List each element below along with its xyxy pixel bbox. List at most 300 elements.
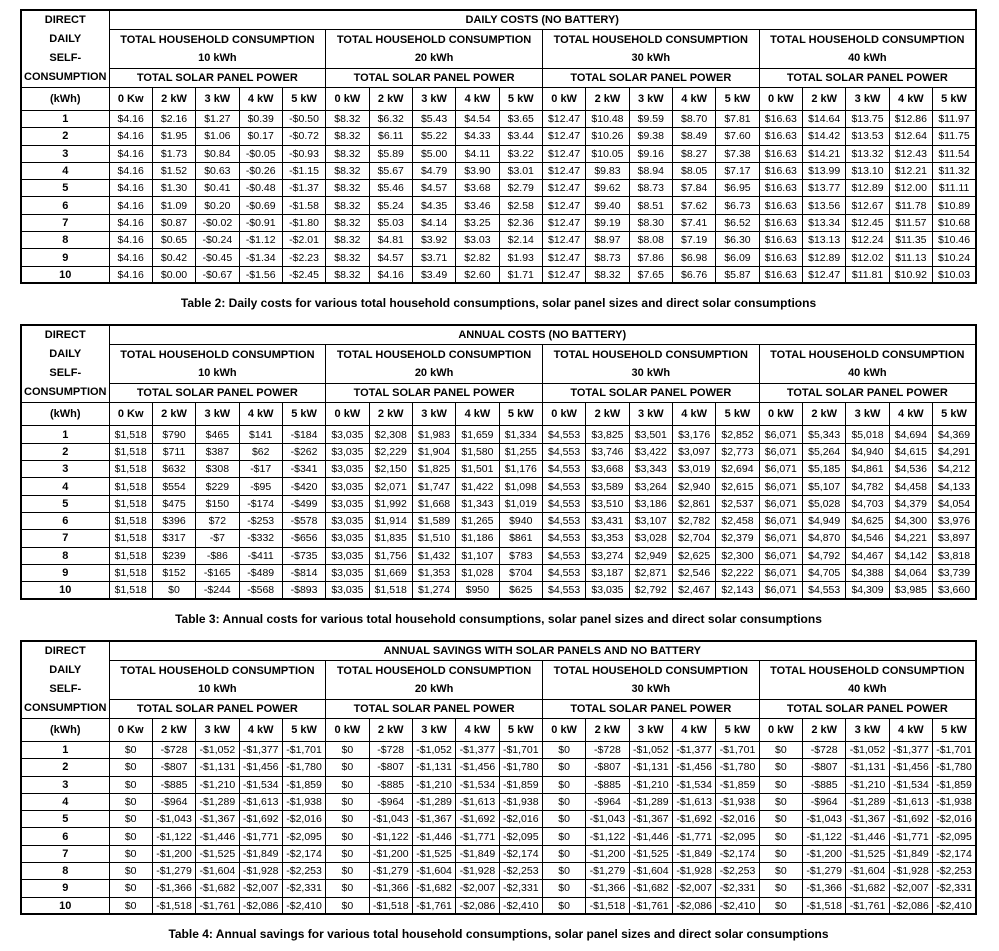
value-cell: $3,422 [629,443,672,460]
value-cell: $4,694 [889,426,932,443]
household-consumption-header [759,29,976,68]
value-cell: $10.05 [586,145,629,162]
value-cell: $8.32 [326,145,369,162]
value-cell: $0 [542,845,585,862]
value-cell: -$1,200 [369,845,412,862]
table-caption: Table 4: Annual savings for various total household consumptions, solar panel sizes and direct solar consumptions [168,927,829,942]
value-cell: -$1,518 [586,897,629,914]
household-consumption-header [326,660,543,699]
solar-panel-power-header: TOTAL SOLAR PANEL POWER [759,699,976,718]
value-cell: $6,071 [759,443,802,460]
value-cell: -$2,086 [239,897,282,914]
value-cell: -$420 [282,478,325,495]
value-cell: -$1,366 [803,880,846,897]
value-cell: $0 [759,828,802,845]
value-cell: -$1,279 [152,863,195,880]
table-row [21,180,976,197]
value-cell: $3,264 [629,478,672,495]
value-cell: $3,825 [586,426,629,443]
value-cell: $0 [542,880,585,897]
value-cell: -$2,016 [933,811,976,828]
value-cell: -$2,007 [456,880,499,897]
value-cell: -$1,446 [196,828,239,845]
value-cell: -$1,534 [889,776,932,793]
value-cell: $2,852 [716,426,759,443]
value-cell: -$1,938 [282,793,325,810]
value-cell: -$0.45 [196,249,239,266]
value-cell: -$1.80 [282,214,325,231]
value-cell: -$1,043 [152,811,195,828]
power-col-header: 3 kW [196,88,239,111]
value-cell: $6,071 [759,564,802,581]
value-cell: $1,580 [456,443,499,460]
value-cell: $0 [542,759,585,776]
power-col-header: 0 Kw [109,403,152,426]
value-cell: $2,625 [672,547,715,564]
value-cell: $12.47 [542,162,585,179]
power-col-header: 0 kW [326,718,369,741]
value-cell: $7.86 [629,249,672,266]
value-cell: -$807 [803,759,846,776]
value-cell: $0 [326,811,369,828]
value-cell: $4,212 [933,461,976,478]
value-cell: -$2,410 [282,897,325,914]
value-cell: $10.48 [586,111,629,128]
daily-costs-table [20,9,977,284]
self-consumption-value: 8 [21,547,109,564]
value-cell: -$1.34 [239,249,282,266]
self-consumption-value: 4 [21,478,109,495]
self-consumption-value: 9 [21,880,109,897]
value-cell: $6,071 [759,478,802,495]
value-cell: $475 [152,495,195,512]
value-cell: -$0.72 [282,128,325,145]
value-cell: $3.90 [456,162,499,179]
value-cell: -$0.69 [239,197,282,214]
value-cell: $4,054 [933,495,976,512]
value-cell: $6.32 [369,111,412,128]
value-cell: $4,553 [542,582,585,599]
value-cell: $13.34 [803,214,846,231]
power-col-header: 5 kW [716,88,759,111]
value-cell: $3,176 [672,426,715,443]
value-cell: $6,071 [759,512,802,529]
value-cell: $1.93 [499,249,542,266]
value-cell: $4.16 [369,266,412,283]
value-cell: -$1,534 [456,776,499,793]
value-cell: -$885 [586,776,629,793]
value-cell: $10.68 [933,214,976,231]
value-cell: -$2.45 [282,266,325,283]
value-cell: $6,071 [759,547,802,564]
value-cell: -$1,761 [412,897,455,914]
value-cell: $16.63 [759,214,802,231]
value-cell: $0 [109,845,152,862]
household-consumption-label: TOTAL HOUSEHOLD CONSUMPTION [553,664,748,677]
value-cell: $8.32 [326,111,369,128]
table-row [21,880,976,897]
value-cell: $12.86 [889,111,932,128]
power-col-header: 4 kW [672,403,715,426]
value-cell: $3,035 [326,443,369,460]
value-cell: $5.89 [369,145,412,162]
household-consumption-value: 10 kWh [198,367,237,380]
value-cell: -$1,367 [629,811,672,828]
value-cell: -$1,692 [456,811,499,828]
value-cell: $4.16 [109,145,152,162]
household-consumption-header [109,29,326,68]
power-col-header: 0 kW [759,88,802,111]
value-cell: -$814 [282,564,325,581]
value-cell: $2,379 [716,530,759,547]
value-cell: $4,300 [889,512,932,529]
value-cell: $554 [152,478,195,495]
row-header-line: DIRECT [44,14,86,26]
solar-header-row [21,384,976,403]
value-cell: -$1,938 [716,793,759,810]
value-cell: $3,343 [629,461,672,478]
row-header-line: DAILY [49,33,82,45]
value-cell: -$1,518 [803,897,846,914]
table-title: DAILY COSTS (NO BATTERY) [109,10,976,29]
value-cell: -$2,410 [933,897,976,914]
table-row [21,776,976,793]
value-cell: $7.84 [672,180,715,197]
column-header-row [21,403,976,426]
value-cell: -$1,366 [152,880,195,897]
value-cell: -$1,377 [456,741,499,758]
value-cell: -$885 [369,776,412,793]
value-cell: -$2,086 [672,897,715,914]
value-cell: $1,914 [369,512,412,529]
power-col-header: 2 kW [369,718,412,741]
value-cell: $4.16 [109,162,152,179]
value-cell: -$1,367 [846,811,889,828]
power-col-header: 5 kW [716,403,759,426]
household-header-row [21,345,976,384]
value-cell: -$1,613 [889,793,932,810]
value-cell: $13.32 [846,145,889,162]
value-cell: -$1,366 [586,880,629,897]
value-cell: -$1,043 [586,811,629,828]
value-cell: $625 [499,582,542,599]
value-cell: $12.47 [542,180,585,197]
table-title: ANNUAL COSTS (NO BATTERY) [109,325,976,344]
value-cell: $1,825 [412,461,455,478]
table-caption: Table 3: Annual costs for various total household consumptions, solar panel sizes and direct solar consumptions [175,611,822,626]
value-cell: $16.63 [759,266,802,283]
power-col-header: 2 kW [803,403,846,426]
value-cell: -$2,007 [239,880,282,897]
value-cell: -$1,456 [239,759,282,776]
value-cell: $8.32 [326,162,369,179]
row-header-line: CONSUMPTION [24,701,107,714]
value-cell: -$2,253 [282,863,325,880]
value-cell: $13.56 [803,197,846,214]
value-cell: $6.52 [716,214,759,231]
value-cell: $1.27 [196,111,239,128]
household-consumption-label: TOTAL HOUSEHOLD CONSUMPTION [770,349,965,362]
value-cell: $3,187 [586,564,629,581]
row-header-line: SELF- [49,682,82,695]
value-cell: $2,940 [672,478,715,495]
household-consumption-value: 10 kWh [198,51,237,64]
household-consumption-value: 40 kWh [848,51,887,64]
value-cell: $8.32 [586,266,629,283]
power-col-header: 2 kW [369,403,412,426]
solar-panel-power-header: TOTAL SOLAR PANEL POWER [109,699,326,718]
household-consumption-label: TOTAL HOUSEHOLD CONSUMPTION [336,349,532,362]
value-cell: -$1,052 [196,741,239,758]
value-cell: $3.92 [412,232,455,249]
value-cell: $6,071 [759,461,802,478]
power-col-header: 2 kW [586,403,629,426]
solar-panel-power-header: TOTAL SOLAR PANEL POWER [326,699,543,718]
row-header-title [21,325,109,403]
self-consumption-value: 3 [21,776,109,793]
value-cell: $7.17 [716,162,759,179]
value-cell: $9.83 [586,162,629,179]
value-cell: $0 [759,863,802,880]
value-cell: -$2.01 [282,232,325,249]
value-cell: $0 [326,741,369,758]
value-cell: -$1,210 [846,776,889,793]
value-cell: $4,379 [889,495,932,512]
value-cell: -$2.23 [282,249,325,266]
value-cell: $3,035 [326,564,369,581]
value-cell: $2.79 [499,180,542,197]
value-cell: $387 [196,443,239,460]
value-cell: $4,536 [889,461,932,478]
table-row [21,478,976,495]
value-cell: -$86 [196,547,239,564]
self-consumption-value: 1 [21,741,109,758]
value-cell: $11.54 [933,145,976,162]
value-cell: $3,035 [326,547,369,564]
value-cell: -$1,604 [412,863,455,880]
value-cell: $2,467 [672,582,715,599]
table-row [21,547,976,564]
value-cell: $3,035 [326,582,369,599]
value-cell: $6,071 [759,426,802,443]
value-cell: $2,229 [369,443,412,460]
value-cell: -$1,780 [716,759,759,776]
solar-panel-power-header: TOTAL SOLAR PANEL POWER [109,384,326,403]
value-cell: $16.63 [759,162,802,179]
value-cell: $16.63 [759,197,802,214]
value-cell: $3.71 [412,249,455,266]
value-cell: $4.35 [412,197,455,214]
value-cell: -$2,095 [499,828,542,845]
value-cell: $3,818 [933,547,976,564]
table-row [21,828,976,845]
row-header-line: SELF- [49,52,82,64]
value-cell: $4.57 [369,249,412,266]
value-cell: -$964 [152,793,195,810]
value-cell: $2,143 [716,582,759,599]
value-cell: $0 [109,741,152,758]
power-col-header: 4 kW [672,718,715,741]
value-cell: -$807 [152,759,195,776]
power-col-header: 4 kW [239,88,282,111]
value-cell: -$1,377 [672,741,715,758]
value-cell: -$1,525 [629,845,672,862]
value-cell: $396 [152,512,195,529]
value-cell: $950 [456,582,499,599]
value-cell: $1,334 [499,426,542,443]
power-col-header: 0 kW [542,718,585,741]
value-cell: -$728 [152,741,195,758]
power-col-header: 3 kW [196,403,239,426]
value-cell: $0 [759,880,802,897]
value-cell: -$0.24 [196,232,239,249]
value-cell: $0 [542,863,585,880]
value-cell: -$1,682 [629,880,672,897]
value-cell: $0 [326,828,369,845]
value-cell: -$253 [239,512,282,529]
value-cell: $8.08 [629,232,672,249]
power-col-header: 0 kW [759,718,802,741]
value-cell: -$1,701 [716,741,759,758]
value-cell: $1,343 [456,495,499,512]
value-cell: $3,431 [586,512,629,529]
self-consumption-value: 7 [21,214,109,231]
value-cell: $4,388 [846,564,889,581]
value-cell: $0.65 [152,232,195,249]
value-cell: $6.76 [672,266,715,283]
value-cell: $1,028 [456,564,499,581]
value-cell: $11.57 [889,214,932,231]
value-cell: $5.87 [716,266,759,283]
value-cell: -$1,210 [196,776,239,793]
value-cell: $2.58 [499,197,542,214]
value-cell: -$1,456 [456,759,499,776]
value-cell: $3,097 [672,443,715,460]
row-header-line: DIRECT [44,329,86,342]
annual-savings-block [20,640,999,941]
power-col-header: 2 kW [369,88,412,111]
household-consumption-label: TOTAL HOUSEHOLD CONSUMPTION [770,33,965,46]
power-col-header: 5 kW [499,718,542,741]
value-cell: $4,309 [846,582,889,599]
value-cell: $13.53 [846,128,889,145]
household-consumption-label: TOTAL HOUSEHOLD CONSUMPTION [336,33,532,46]
power-col-header: 3 kW [629,718,672,741]
value-cell: $308 [196,461,239,478]
value-cell: $13.99 [803,162,846,179]
value-cell: $1,518 [109,564,152,581]
value-cell: $0 [109,828,152,845]
solar-panel-power-header: TOTAL SOLAR PANEL POWER [326,68,543,87]
value-cell: $12.64 [889,128,932,145]
value-cell: -$1,200 [803,845,846,862]
value-cell: $1,518 [109,495,152,512]
value-cell: $1,098 [499,478,542,495]
value-cell: $4,369 [933,426,976,443]
self-consumption-value: 5 [21,180,109,197]
kwh-unit-header: (kWh) [21,88,109,111]
value-cell: $12.43 [889,145,932,162]
value-cell: $2,694 [716,461,759,478]
value-cell: $1,518 [109,512,152,529]
value-cell: $2,222 [716,564,759,581]
self-consumption-value: 10 [21,582,109,599]
value-cell: -$1,682 [196,880,239,897]
value-cell: $0 [542,793,585,810]
value-cell: $0.63 [196,162,239,179]
value-cell: $3,501 [629,426,672,443]
value-cell: -$1,131 [846,759,889,776]
power-col-header: 3 kW [846,88,889,111]
value-cell: $4,703 [846,495,889,512]
power-col-header: 4 kW [889,718,932,741]
table-row [21,582,976,599]
power-col-header: 5 kW [716,718,759,741]
household-consumption-label: TOTAL HOUSEHOLD CONSUMPTION [120,664,315,677]
value-cell: $5,185 [803,461,846,478]
value-cell: -$0.48 [239,180,282,197]
value-cell: $1,432 [412,547,455,564]
self-consumption-value: 1 [21,111,109,128]
power-col-header: 4 kW [889,403,932,426]
value-cell: -$964 [586,793,629,810]
table-row [21,759,976,776]
value-cell: $9.59 [629,111,672,128]
value-cell: -$1,928 [889,863,932,880]
column-header-row [21,88,976,111]
value-cell: $3,897 [933,530,976,547]
value-cell: -$1,682 [412,880,455,897]
solar-panel-power-header: TOTAL SOLAR PANEL POWER [326,384,543,403]
value-cell: $4.16 [109,197,152,214]
value-cell: $10.03 [933,266,976,283]
value-cell: $0 [759,741,802,758]
value-cell: $4,782 [846,478,889,495]
self-consumption-value: 4 [21,162,109,179]
value-cell: $8.97 [586,232,629,249]
value-cell: $9.19 [586,214,629,231]
value-cell: $12.47 [542,266,585,283]
value-cell: -$1,446 [629,828,672,845]
power-col-header: 5 kW [933,88,976,111]
power-col-header: 4 kW [889,88,932,111]
value-cell: $1,518 [109,461,152,478]
value-cell: $3,746 [586,443,629,460]
household-consumption-value: 40 kWh [848,682,887,695]
value-cell: $1,510 [412,530,455,547]
value-cell: -$2,095 [716,828,759,845]
value-cell: $4.33 [456,128,499,145]
value-cell: -$1,771 [456,828,499,845]
value-cell: $2,861 [672,495,715,512]
value-cell: $8.49 [672,128,715,145]
value-cell: -$568 [239,582,282,599]
power-col-header: 2 kW [152,403,195,426]
value-cell: $4,553 [542,564,585,581]
value-cell: $8.30 [629,214,672,231]
value-cell: $4,064 [889,564,932,581]
value-cell: -$1,761 [629,897,672,914]
value-cell: $16.63 [759,249,802,266]
household-consumption-value: 30 kWh [631,682,671,695]
value-cell: -$2,016 [716,811,759,828]
value-cell: $0 [326,845,369,862]
power-col-header: 4 kW [456,88,499,111]
value-cell: $0 [109,776,152,793]
value-cell: $3,186 [629,495,672,512]
table-row [21,793,976,810]
value-cell: $12.45 [846,214,889,231]
